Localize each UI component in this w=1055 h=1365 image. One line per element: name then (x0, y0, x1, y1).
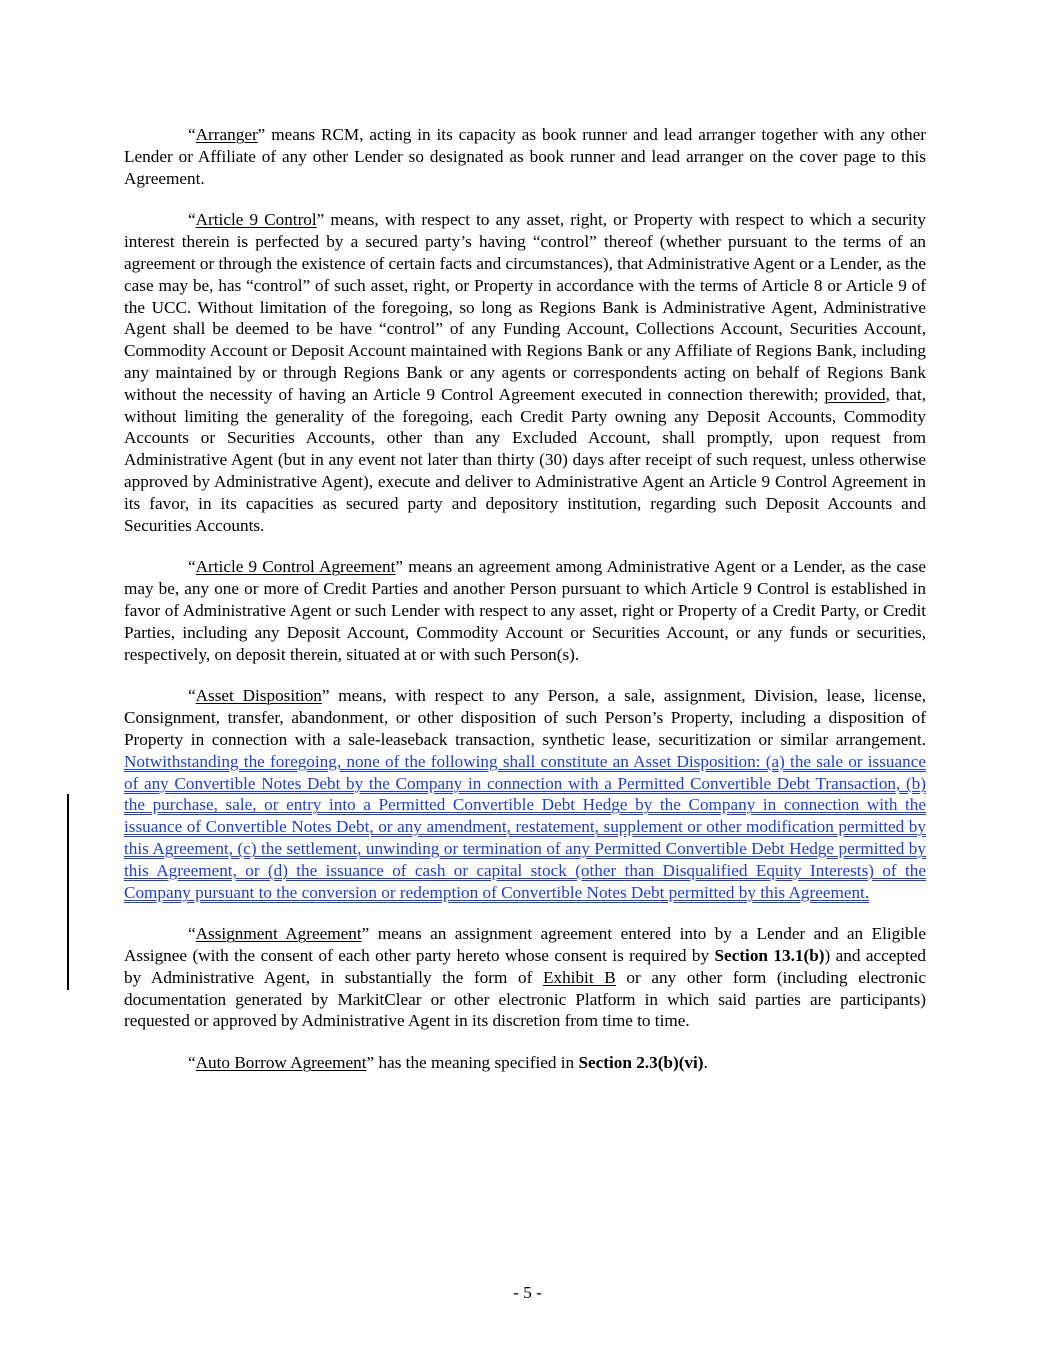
definition-arranger: “Arranger” means RCM, acting in its capacity as book runner and lead arranger together with any other Lender or Affiliate of any other Lender so designated as book runner and lead arranger on the cover page to this Agreement. (124, 125, 926, 188)
document-body (124, 124, 926, 1094)
definition-assignment-agreement: “Assignment Agreement” means an assignment agreement entered into by a Lender and an Eligible Assignee (with the consent of each other party hereto whose consent is required by Section 13.1(b)) and accepted by Administrative Agent, in substantially the form of Exhibit B or any other form (including electronic documentation generated by MarkitClear or other electronic Platform in which said parties are participants) requested or approved by Administrative Agent in its discretion from time to time. (124, 924, 926, 1031)
definition-text-continued: , that, without limiting the generality of the foregoing, each Credit Party owning any Deposit Accounts, Commodity Accounts or Securities Accounts, other than any Excluded Account, shall promptly, upon request from Administrative Agent (but in any event not later than thirty (30) days after receipt of such request, unless otherwise approved by Administrative Agent), execute and deliver to Administrative Agent an Article 9 Control Agreement in its favor, in its capacities as secured party and depository institution, regarding such Deposit Accounts and Securities Accounts. (124, 384, 926, 535)
provided-keyword: provided (824, 384, 886, 404)
defined-term: Assignment Agreement (195, 924, 362, 944)
definition-article-9-control-agreement: “Article 9 Control Agreement” means an agreement among Administrative Agent or a Lender, as the case may be, any one or more of Credit Parties and another Person pursuant to which Article 9 Control is established in favor of Administrative Agent or such Lender with respect to any asset, right or Property of a Credit Party, or Credit Parties, including any Deposit Account, Commodity Account or Securities Account, or any funds or securities, respectively, on deposit therein, situated at or with such Person(s). (124, 557, 926, 664)
definition-text: has the meaning specified in (374, 1053, 579, 1073)
page-number: - 5 - (513, 1283, 542, 1302)
definition-text: means an assignment agreement entered into by a Lender and an Eligible Assignee (with the consent of each other party hereto whose consent is required by (124, 924, 926, 966)
section-reference: Section 2.3(b)(vi) (578, 1053, 704, 1073)
exhibit-reference: Exhibit B (543, 967, 616, 987)
defined-term: Article 9 Control Agreement (195, 557, 396, 577)
section-reference: Section 13.1(b) (714, 946, 825, 966)
definition-text: means, with respect to any Person, a sale, assignment, Division, lease, license, Consignment, transfer, abandonment, or other disposition of such Person’s Property, including a disposition of Property in connection with a sale-leaseback transaction, synthetic lease, securitization or similar arrangement. (124, 686, 926, 749)
definition-asset-disposition: “Asset Disposition” means, with respect to any Person, a sale, assignment, Division, lease, license, Consignment, transfer, abandonment, or other disposition of such Person’s Property, including a disposition of Property in connection with a sale-leaseback transaction, synthetic lease, securitization or similar arrangement. Notwithstanding the foregoing, none of the following shall constitute an Asset Disposition: (a) the sale or issuance of any Convertible Notes Debt by the Company in connection with a Permitted Convertible Debt Transaction, (b) the purchase, sale, or entry into a Permitted Convertible Debt Hedge by the Company in connection with the issuance of Convertible Notes Debt, or any amendment, restatement, supplement or other modification permitted by this Agreement, (c) the settlement, unwinding or termination of any Permitted Convertible Debt Hedge permitted by this Agreement, or (d) the issuance of cash or capital stock (other than Disqualified Equity Interests) of the Company pursuant to the conversion or redemption of Convertible Notes Debt permitted by this Agreement. (124, 686, 926, 902)
defined-term: Asset Disposition (195, 686, 322, 706)
definition-auto-borrow-agreement: “Auto Borrow Agreement” has the meaning specified in Section 2.3(b)(vi). (188, 1053, 708, 1073)
definition-text: means, with respect to any asset, right, or Property with respect to which a security interest therein is perfected by a secured party’s having “control” thereof (whether pursuant to the terms of an agreement or through the existence of certain facts and circumstances), that Administrative Agent or a Lender, as the case may be, has “control” of such asset, right, or Property in accordance with the terms of Article 8 or Article 9 of the UCC. Without limitation of the foregoing, so long as Regions Bank is Administrative Agent, Administrative Agent shall be deemed to be have “control” of any Funding Account, Collections Account, Securities Account, Commodity Account or Deposit Account maintained with Regions Bank or any Affiliate of Regions Bank, including any maintained by or through Regions Bank or any agents or correspondents acting on behalf of Regions Bank without the necessity of having an Article 9 Control Agreement executed in connection therewith; (124, 210, 926, 404)
inserted-redline-text: Notwithstanding the foregoing, none of the following shall constitute an Asset Disposition: (a) the sale or issuance of any Convertible Notes Debt by the Company in connection with a Permitted Convertible Debt Transaction, (b) the purchase, sale, or entry into a Permitted Convertible Debt Hedge by the Company in connection with the issuance of Convertible Notes Debt, or any amendment, restatement, supplement or other modification permitted by this Agreement, (c) the settlement, unwinding or termination of any Permitted Convertible Debt Hedge permitted by this Agreement, or (d) the issuance of cash or capital stock (other than Disqualified Equity Interests) of the Company pursuant to the conversion or redemption of Convertible Notes Debt permitted by this Agreement. (124, 751, 926, 902)
defined-term: Arranger (195, 125, 258, 144)
revision-change-bar (67, 794, 69, 990)
definition-article-9-control: “Article 9 Control” means, with respect to any asset, right, or Property with respect to which a security interest therein is perfected by a secured party’s having “control” thereof (whether pursuant to the terms of an agreement or through the existence of certain facts and circumstances), that Administrative Agent or a Lender, as the case may be, has “control” of such asset, right, or Property in accordance with the terms of Article 8 or Article 9 of the UCC. Without limitation of the foregoing, so long as Regions Bank is Administrative Agent, Administrative Agent shall be deemed to be have “control” of any Funding Account, Collections Account, Securities Account, Commodity Account or Deposit Account maintained with Regions Bank or any Affiliate of Regions Bank, including any maintained by or through Regions Bank or any agents or correspondents acting on behalf of Regions Bank without the necessity of having an Article 9 Control Agreement executed in connection therewith; provided, that, without limiting the generality of the foregoing, each Credit Party owning any Deposit Accounts, Commodity Accounts or Securities Accounts, other than any Excluded Account, shall promptly, upon request from Administrative Agent (but in any event not later than thirty (30) days after receipt of such request, unless otherwise approved by Administrative Agent), execute and deliver to Administrative Agent an Article 9 Control Agreement in its favor, in its capacities as secured party and depository institution, regarding such Deposit Accounts and Securities Accounts. (124, 210, 926, 535)
defined-term: Article 9 Control (195, 210, 317, 230)
definition-text: means an agreement among Administrative Agent or a Lender, as the case may be, any one or more of Credit Parties and another Person pursuant to which Article 9 Control is established in favor of Administrative Agent or such Lender with respect to any asset, right or Property of a Credit Party, or Credit Parties, including any Deposit Account, Commodity Account or Securities Account, or any funds or securities, respectively, on deposit therein, situated at or with such Person(s). (124, 557, 926, 664)
definition-text: means RCM, acting in its capacity as book runner and lead arranger together with any other Lender or Affiliate of any other Lender so designated as book runner and lead arranger on the cover page to this Agreement. (124, 125, 926, 188)
defined-term: Auto Borrow Agreement (195, 1053, 367, 1073)
